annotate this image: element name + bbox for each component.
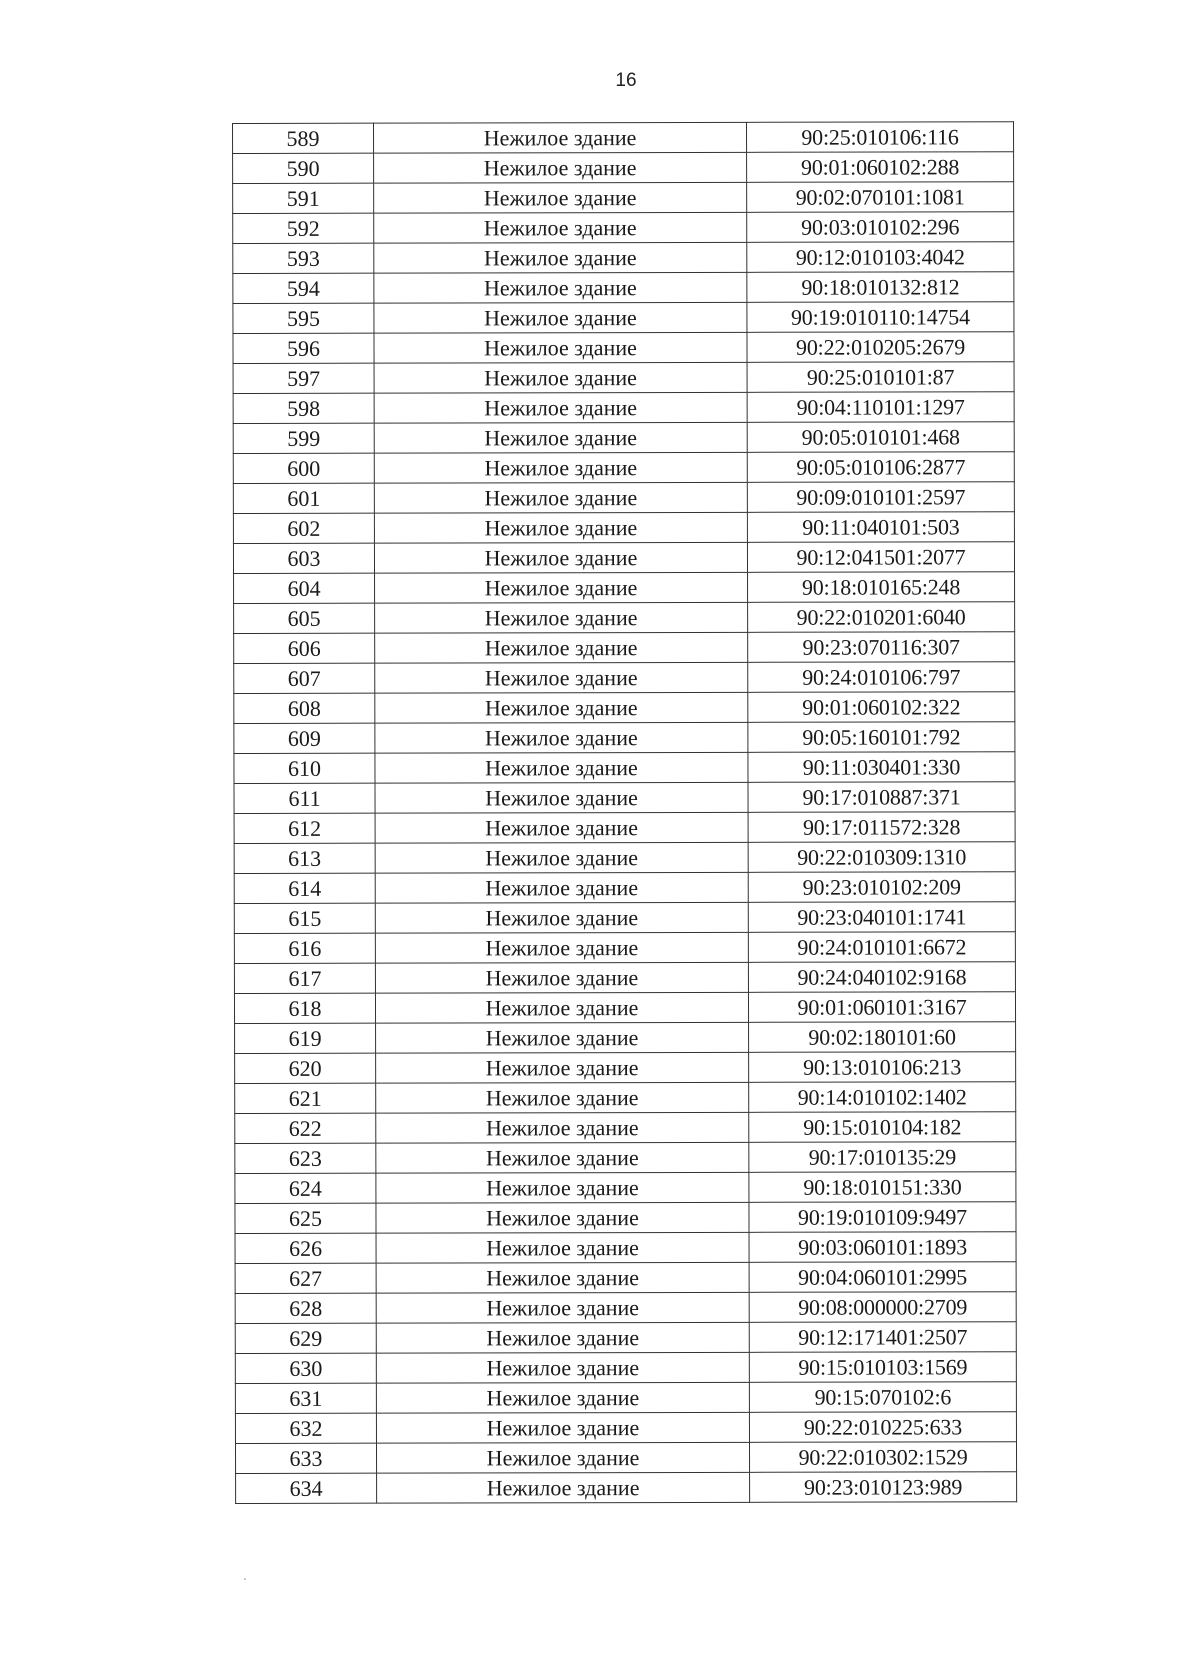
cadastral-number-cell: 90:22:010302:1529 <box>749 1442 1016 1473</box>
row-number-cell: 617 <box>234 963 375 993</box>
cadastral-number-cell: 90:18:010132:812 <box>747 272 1014 303</box>
cadastral-number-cell: 90:22:010201:6040 <box>748 602 1015 633</box>
cadastral-number-cell: 90:22:010225:633 <box>749 1412 1016 1443</box>
page-number: 16 <box>615 70 637 91</box>
table-row <box>234 632 1015 664</box>
registry-table-body <box>233 122 1017 1504</box>
row-number-cell: 625 <box>235 1203 376 1233</box>
table-row <box>234 572 1015 604</box>
object-type-cell: Нежилое здание <box>374 512 747 543</box>
cadastral-number-cell: 90:03:010102:296 <box>747 212 1014 243</box>
cadastral-number-cell: 90:12:171401:2507 <box>749 1322 1016 1353</box>
cadastral-number-cell: 90:25:010106:116 <box>746 122 1013 153</box>
cadastral-number-cell: 90:24:010106:797 <box>748 662 1015 693</box>
row-number-cell: 615 <box>234 903 375 933</box>
cadastral-number-cell: 90:17:011572:328 <box>748 812 1015 843</box>
object-type-cell: Нежилое здание <box>375 872 748 903</box>
row-number-cell: 621 <box>235 1083 376 1113</box>
row-number-cell: 604 <box>234 573 375 603</box>
object-type-cell: Нежилое здание <box>374 362 747 393</box>
object-type-cell: Нежилое здание <box>376 1112 749 1143</box>
cadastral-number-cell: 90:23:010102:209 <box>748 872 1015 903</box>
object-type-cell: Нежилое здание <box>376 1142 749 1173</box>
cadastral-number-cell: 90:08:000000:2709 <box>749 1292 1016 1323</box>
table-row <box>234 692 1015 724</box>
cadastral-number-cell: 90:19:010109:9497 <box>749 1202 1016 1233</box>
row-number-cell: 610 <box>234 753 375 783</box>
cadastral-number-cell: 90:22:010205:2679 <box>747 332 1014 363</box>
object-type-cell: Нежилое здание <box>374 212 747 243</box>
row-number-cell: 623 <box>235 1143 376 1173</box>
object-type-cell: Нежилое здание <box>375 842 748 873</box>
table-row <box>234 752 1015 784</box>
object-type-cell: Нежилое здание <box>376 1172 749 1203</box>
cadastral-number-cell: 90:01:060102:288 <box>747 152 1014 183</box>
object-type-cell: Нежилое здание <box>375 782 748 813</box>
table-row <box>234 932 1015 964</box>
row-number-cell: 601 <box>233 483 374 513</box>
object-type-cell: Нежилое здание <box>375 662 748 693</box>
table-row <box>234 962 1015 994</box>
registry-table <box>232 121 1017 1504</box>
row-number-cell: 606 <box>234 633 375 663</box>
row-number-cell: 611 <box>234 783 375 813</box>
cadastral-number-cell: 90:15:010103:1569 <box>749 1352 1016 1383</box>
table-row <box>233 362 1014 394</box>
row-number-cell: 594 <box>233 273 374 303</box>
object-type-cell: Нежилое здание <box>374 242 747 273</box>
object-type-cell: Нежилое здание <box>375 962 748 993</box>
cadastral-number-cell: 90:05:010101:468 <box>747 422 1014 453</box>
cadastral-number-cell: 90:17:010887:371 <box>748 782 1015 813</box>
table-row <box>235 1202 1016 1234</box>
cadastral-number-cell: 90:04:060101:2995 <box>749 1262 1016 1293</box>
row-number-cell: 593 <box>233 243 374 273</box>
cadastral-number-cell: 90:15:070102:6 <box>749 1382 1016 1413</box>
cadastral-number-cell: 90:02:070101:1081 <box>747 182 1014 213</box>
row-number-cell: 597 <box>233 363 374 393</box>
row-number-cell: 616 <box>234 933 375 963</box>
object-type-cell: Нежилое здание <box>374 482 747 513</box>
object-type-cell: Нежилое здание <box>375 692 748 723</box>
table-row <box>234 902 1015 934</box>
table-row <box>233 212 1014 244</box>
object-type-cell: Нежилое здание <box>374 122 747 153</box>
object-type-cell: Нежилое здание <box>375 572 748 603</box>
table-row <box>235 1082 1016 1114</box>
cadastral-number-cell: 90:25:010101:87 <box>747 362 1014 393</box>
table-row <box>233 422 1014 454</box>
object-type-cell: Нежилое здание <box>376 1382 749 1413</box>
object-type-cell: Нежилое здание <box>376 1292 749 1323</box>
object-type-cell: Нежилое здание <box>376 1322 749 1353</box>
cadastral-number-cell: 90:23:040101:1741 <box>748 902 1015 933</box>
table-row <box>233 392 1014 424</box>
object-type-cell: Нежилое здание <box>377 1472 750 1503</box>
row-number-cell: 590 <box>233 153 374 183</box>
object-type-cell: Нежилое здание <box>374 272 747 303</box>
object-type-cell: Нежилое здание <box>374 392 747 423</box>
object-type-cell: Нежилое здание <box>375 602 748 633</box>
cadastral-number-cell: 90:12:010103:4042 <box>747 242 1014 273</box>
object-type-cell: Нежилое здание <box>376 1412 749 1443</box>
table-row <box>234 872 1015 904</box>
cadastral-number-cell: 90:18:010151:330 <box>749 1172 1016 1203</box>
cadastral-number-cell: 90:03:060101:1893 <box>749 1232 1016 1263</box>
table-row <box>235 1382 1016 1414</box>
cadastral-number-cell: 90:13:010106:213 <box>749 1052 1016 1083</box>
row-number-cell: 589 <box>233 123 374 153</box>
table-row <box>235 1292 1016 1324</box>
cadastral-number-cell: 90:01:060102:322 <box>748 692 1015 723</box>
table-row <box>233 542 1014 574</box>
table-row <box>233 452 1014 484</box>
object-type-cell: Нежилое здание <box>375 902 748 933</box>
cadastral-number-cell: 90:23:070116:307 <box>748 632 1015 663</box>
object-type-cell: Нежилое здание <box>376 1022 749 1053</box>
row-number-cell: 619 <box>235 1023 376 1053</box>
table-row <box>235 1172 1016 1204</box>
row-number-cell: 592 <box>233 213 374 243</box>
object-type-cell: Нежилое здание <box>376 1352 749 1383</box>
cadastral-number-cell: 90:15:010104:182 <box>749 1112 1016 1143</box>
cadastral-number-cell: 90:24:010101:6672 <box>748 932 1015 963</box>
table-row <box>234 842 1015 874</box>
table-row <box>235 1322 1016 1354</box>
row-number-cell: 599 <box>233 423 374 453</box>
row-number-cell: 632 <box>235 1413 376 1443</box>
table-row <box>235 1142 1016 1174</box>
object-type-cell: Нежилое здание <box>375 632 748 663</box>
cadastral-number-cell: 90:04:110101:1297 <box>747 392 1014 423</box>
row-number-cell: 629 <box>235 1323 376 1353</box>
row-number-cell: 605 <box>234 603 375 633</box>
table-row <box>235 1442 1016 1474</box>
cadastral-number-cell: 90:14:010102:1402 <box>749 1082 1016 1113</box>
table-row <box>235 1022 1016 1054</box>
table-row <box>234 602 1015 634</box>
object-type-cell: Нежилое здание <box>375 722 748 753</box>
cadastral-number-cell: 90:05:010106:2877 <box>747 452 1014 483</box>
row-number-cell: 608 <box>234 693 375 723</box>
table-row <box>233 332 1014 364</box>
cadastral-number-cell: 90:19:010110:14754 <box>747 302 1014 333</box>
row-number-cell: 624 <box>235 1173 376 1203</box>
table-row <box>235 1352 1016 1384</box>
object-type-cell: Нежилое здание <box>374 182 747 213</box>
row-number-cell: 609 <box>234 723 375 753</box>
cadastral-number-cell: 90:23:010123:989 <box>750 1472 1017 1503</box>
cadastral-number-cell: 90:12:041501:2077 <box>747 542 1014 573</box>
object-type-cell: Нежилое здание <box>374 332 747 363</box>
table-row <box>233 482 1014 514</box>
object-type-cell: Нежилое здание <box>374 152 747 183</box>
object-type-cell: Нежилое здание <box>374 302 747 333</box>
row-number-cell: 630 <box>235 1353 376 1383</box>
object-type-cell: Нежилое здание <box>375 932 748 963</box>
table-row <box>235 1112 1016 1144</box>
cadastral-number-cell: 90:05:160101:792 <box>748 722 1015 753</box>
table-row <box>234 992 1015 1024</box>
table-row <box>234 722 1015 754</box>
table-row <box>233 512 1014 544</box>
cadastral-number-cell: 90:22:010309:1310 <box>748 842 1015 873</box>
cadastral-number-cell: 90:01:060101:3167 <box>748 992 1015 1023</box>
object-type-cell: Нежилое здание <box>375 812 748 843</box>
table-row <box>233 182 1014 214</box>
object-type-cell: Нежилое здание <box>374 452 747 483</box>
cadastral-number-cell: 90:02:180101:60 <box>749 1022 1016 1053</box>
row-number-cell: 613 <box>234 843 375 873</box>
object-type-cell: Нежилое здание <box>376 1082 749 1113</box>
object-type-cell: Нежилое здание <box>376 1232 749 1263</box>
table-row <box>236 1472 1017 1504</box>
row-number-cell: 628 <box>235 1293 376 1323</box>
row-number-cell: 627 <box>235 1263 376 1293</box>
row-number-cell: 598 <box>233 393 374 423</box>
row-number-cell: 600 <box>233 453 374 483</box>
object-type-cell: Нежилое здание <box>375 992 748 1023</box>
object-type-cell: Нежилое здание <box>375 752 748 783</box>
table-row <box>235 1412 1016 1444</box>
cadastral-number-cell: 90:24:040102:9168 <box>748 962 1015 993</box>
object-type-cell: Нежилое здание <box>376 1442 749 1473</box>
scan-speck <box>244 1578 246 1580</box>
cadastral-number-cell: 90:18:010165:248 <box>748 572 1015 603</box>
row-number-cell: 618 <box>234 993 375 1023</box>
row-number-cell: 595 <box>233 303 374 333</box>
table-row <box>233 272 1014 304</box>
table-row <box>235 1232 1016 1264</box>
row-number-cell: 626 <box>235 1233 376 1263</box>
table-row <box>234 662 1015 694</box>
cadastral-number-cell: 90:11:030401:330 <box>748 752 1015 783</box>
cadastral-number-cell: 90:11:040101:503 <box>747 512 1014 543</box>
cadastral-number-cell: 90:17:010135:29 <box>749 1142 1016 1173</box>
object-type-cell: Нежилое здание <box>376 1052 749 1083</box>
table-row <box>234 782 1015 814</box>
cadastral-number-cell: 90:09:010101:2597 <box>747 482 1014 513</box>
row-number-cell: 620 <box>235 1053 376 1083</box>
row-number-cell: 633 <box>235 1443 376 1473</box>
row-number-cell: 602 <box>233 513 374 543</box>
row-number-cell: 634 <box>236 1473 377 1503</box>
row-number-cell: 612 <box>234 813 375 843</box>
table-row <box>235 1262 1016 1294</box>
table-row <box>233 152 1014 184</box>
object-type-cell: Нежилое здание <box>374 542 747 573</box>
table-row <box>233 122 1014 154</box>
row-number-cell: 603 <box>233 543 374 573</box>
row-number-cell: 622 <box>235 1113 376 1143</box>
row-number-cell: 614 <box>234 873 375 903</box>
table-row <box>234 812 1015 844</box>
object-type-cell: Нежилое здание <box>376 1202 749 1233</box>
table-row <box>233 242 1014 274</box>
object-type-cell: Нежилое здание <box>374 422 747 453</box>
row-number-cell: 631 <box>235 1383 376 1413</box>
row-number-cell: 591 <box>233 183 374 213</box>
object-type-cell: Нежилое здание <box>376 1262 749 1293</box>
table-row <box>233 302 1014 334</box>
row-number-cell: 596 <box>233 333 374 363</box>
table-row <box>235 1052 1016 1084</box>
row-number-cell: 607 <box>234 663 375 693</box>
